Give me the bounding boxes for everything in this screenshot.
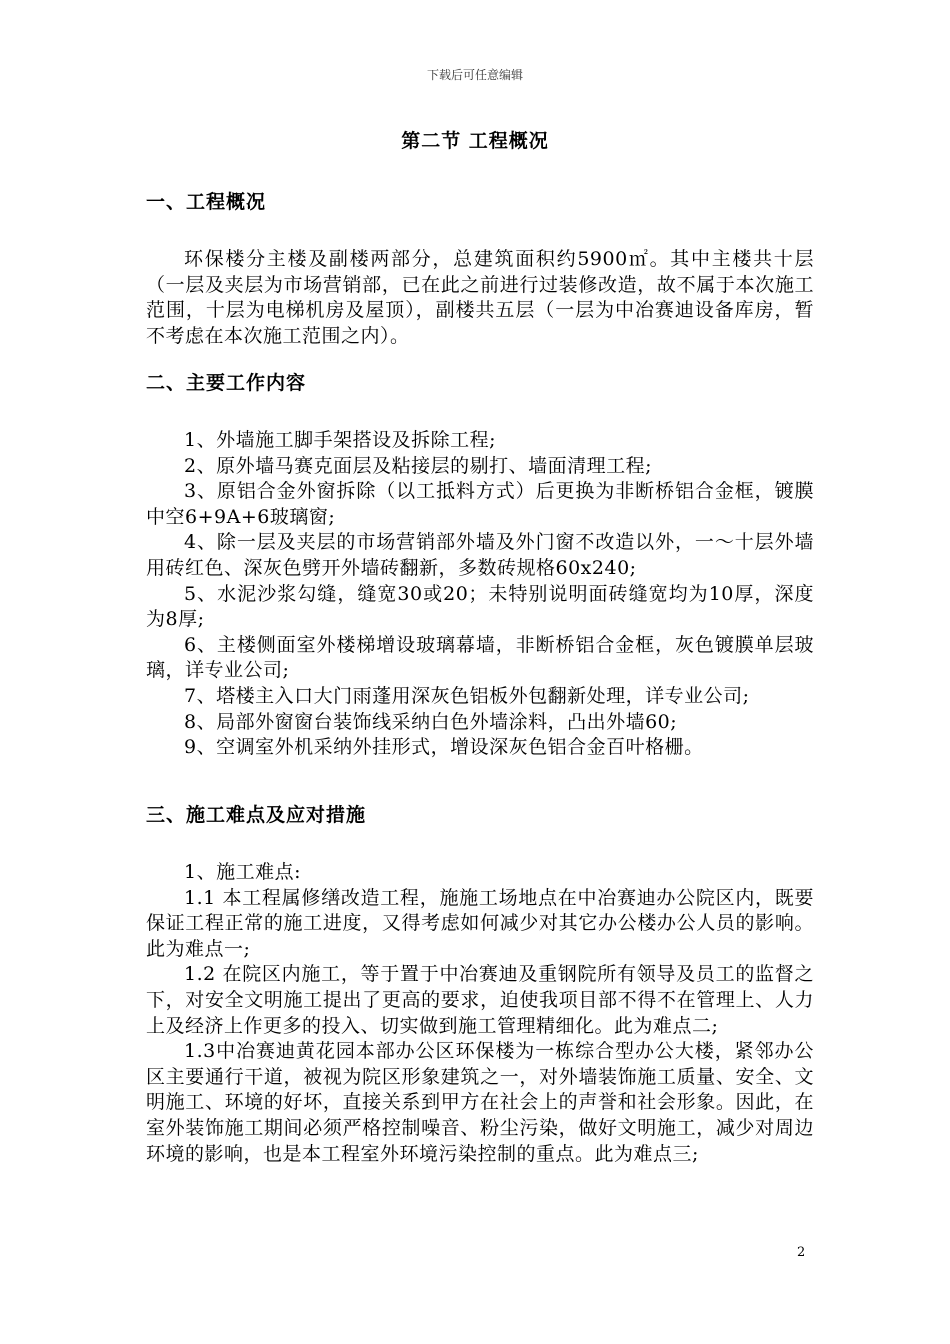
work-item: 4、除一层及夹层的市场营销部外墙及外门窗不改造以外，一～十层外墙用砖红色、深灰色劈开外墙砖翻新，多数砖规格60x240; [146, 531, 814, 579]
difficulties-list [146, 860, 814, 1167]
difficulty-item: 1.2 在院区内施工，等于置于中冶赛迪及重钢院所有领导及员工的监督之下，对安全文明施工提出了更高的要求，迫使我项目部不得不在管理上、人力上及经济上作更多的投入、切实做到施工管理精细化。此为难点二; [146, 963, 814, 1037]
work-item: 7、塔楼主入口大门雨蓬用深灰色铝板外包翻新处理，详专业公司; [184, 684, 750, 707]
work-items-list [146, 428, 814, 761]
difficulty-item: 1、施工难点: [184, 861, 301, 883]
difficulty-item: 1.3中冶赛迪黄花园本部办公区环保楼为一栋综合型办公大楼，紧邻办公区主要通行干道，被视为院区形象建筑之一，对外墙装饰施工质量、安全、文明施工、环境的好坏，直接关系到甲方在社会上的声誉和社会形象。因此，在室外装饰施工期间必须严格控制噪音、粉尘污染，做好文明施工，减少对周边环境的影响，也是本工程室外环境污染控制的重点。此为难点三; [146, 1040, 814, 1165]
heading-overview: 一、工程概况 [146, 191, 267, 213]
heading-work-content: 二、主要工作内容 [146, 372, 307, 394]
overview-paragraph: 环保楼分主楼及副楼两部分，总建筑面积约5900㎡。其中主楼共十层（一层及夹层为市场营销部，已在此之前进行过装修改造，故不属于本次施工范围，十层为电梯机房及屋顶），副楼共五层（一层为中冶赛迪设备库房，暂不考虑在本次施工范围之内）。 [146, 248, 814, 347]
work-item: 2、原外墙马赛克面层及粘接层的剔打、墙面清理工程; [184, 454, 652, 477]
heading-difficulties: 三、施工难点及应对措施 [146, 804, 367, 826]
header-note: 下载后可任意编辑 [426, 68, 523, 82]
work-item: 1、外墙施工脚手架搭设及拆除工程; [184, 429, 496, 451]
work-item: 6、主楼侧面室外楼梯增设玻璃幕墙，非断桥铝合金框，灰色镀膜单层玻璃，详专业公司; [146, 633, 814, 682]
section-title: 第二节 工程概况 [401, 130, 549, 152]
overview-block [146, 247, 814, 349]
work-item: 5、水泥沙浆勾缝，缝宽30或20；未特别说明面砖缝宽均为10厚，深度为8厚; [146, 582, 814, 631]
work-item: 8、局部外窗窗台装饰线采纳白色外墙涂料，凸出外墙60; [184, 710, 678, 733]
work-item: 3、原铝合金外窗拆除（以工抵料方式）后更换为非断桥铝合金框，镀膜中空6+9A+6玻璃窗; [146, 480, 814, 528]
work-item: 9、空调室外机采纳外挂形式，增设深灰色铝合金百叶格栅。 [184, 736, 704, 759]
difficulty-item: 1.1 本工程属修缮改造工程，施施工场地点在中冶赛迪办公院区内，既要保证工程正常的施工进度，又得考虑如何减少对其它办公楼办公人员的影响。此为难点一; [146, 886, 814, 960]
page-number: 2 [797, 1245, 806, 1260]
